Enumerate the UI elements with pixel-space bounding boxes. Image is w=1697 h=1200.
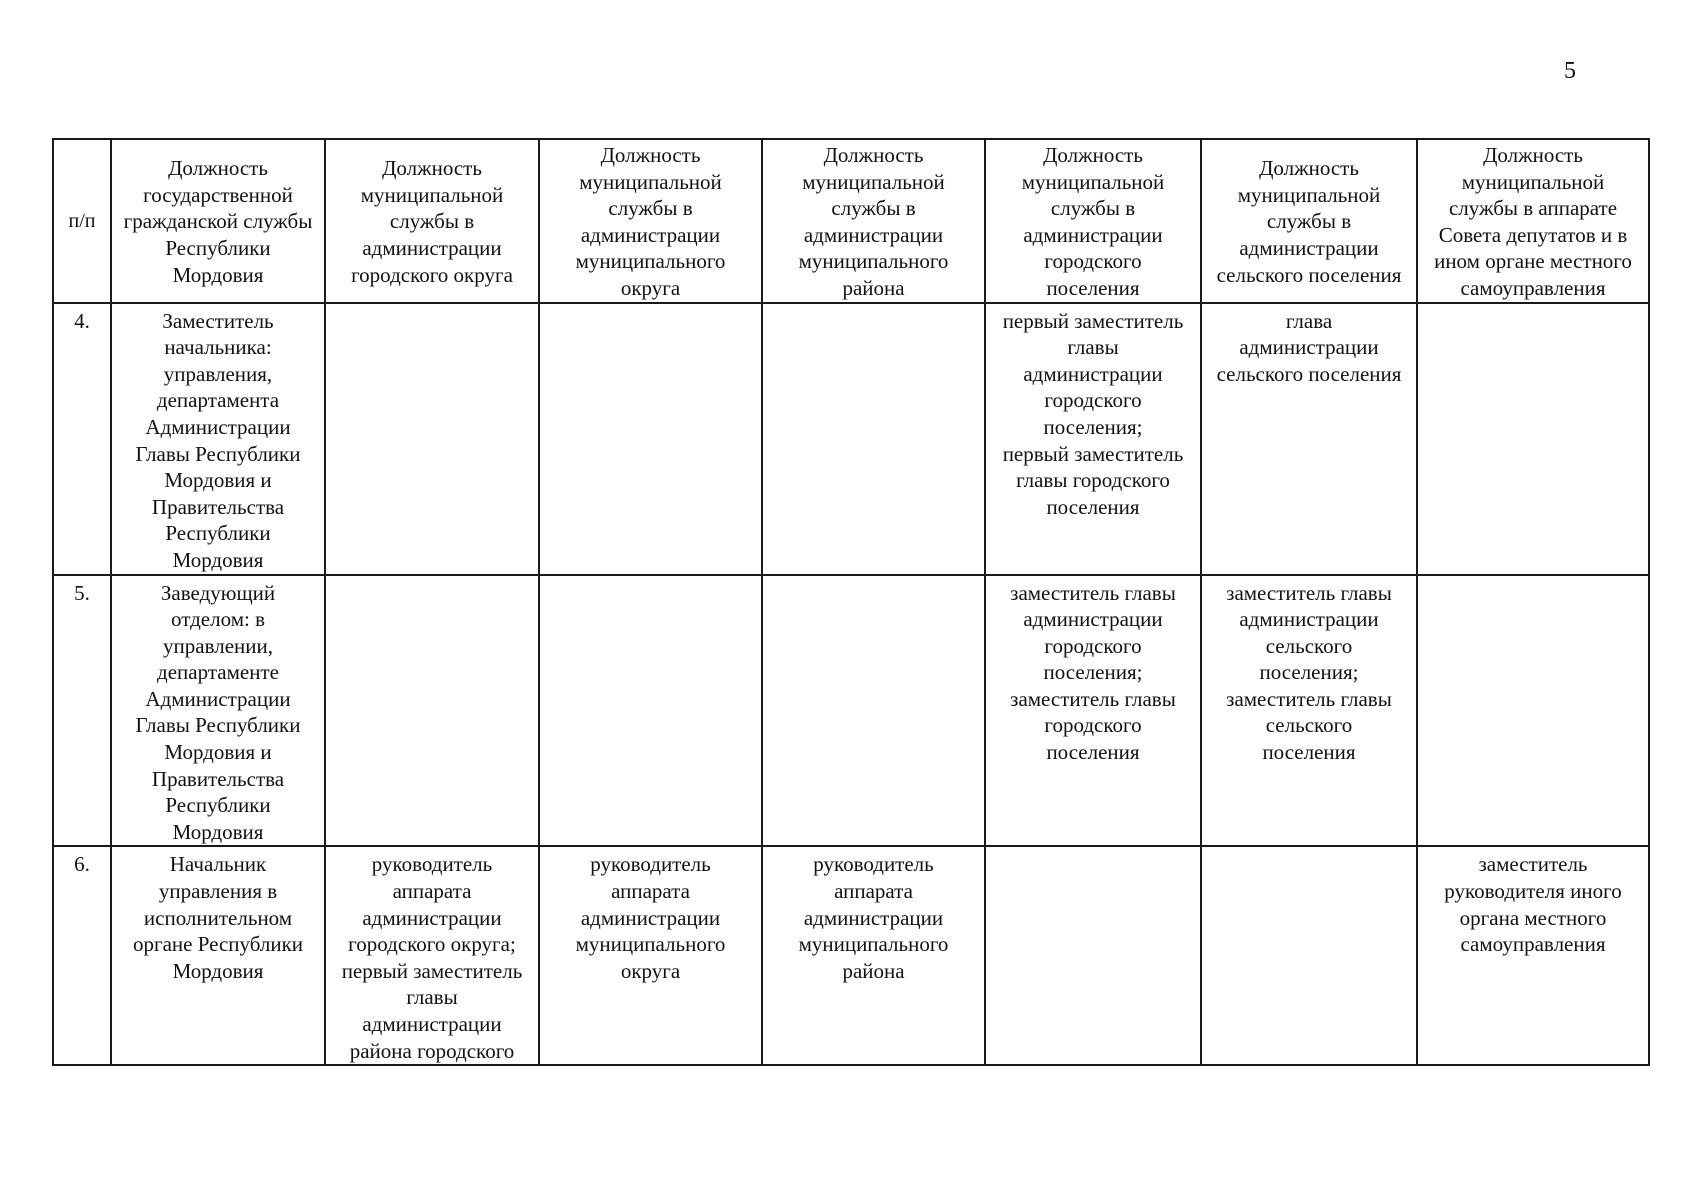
- table-row: [53, 575, 1649, 847]
- table-cell: [762, 575, 985, 847]
- table-cell: первый заместитель главы администрации городского поселения; первый заместитель главы городского поселения: [985, 303, 1201, 575]
- table-cell: руководитель аппарата администрации муниципального округа: [539, 846, 762, 1065]
- table-cell: [1417, 575, 1649, 847]
- table-cell: [1417, 303, 1649, 575]
- positions-table: [52, 138, 1650, 1066]
- header-council-apparatus: Должность муниципальной службы в аппарате Совета депутатов и в ином органе местного самоуправления: [1417, 139, 1649, 303]
- table-cell: [985, 846, 1201, 1065]
- page-number: 5: [1564, 58, 1576, 84]
- header-city-district: Должность муниципальной службы в администрации городского округа: [325, 139, 539, 303]
- table-cell: заместитель руководителя иного органа местного самоуправления: [1417, 846, 1649, 1065]
- table-header-row: [53, 139, 1649, 303]
- table-cell: Начальник управления в исполнительном органе Республики Мордовия: [111, 846, 325, 1065]
- table-cell: Заведующий отделом: в управлении, департаменте Администрации Главы Республики Мордовия и Правительства Республики Мордовия: [111, 575, 325, 847]
- table-cell: руководитель аппарата администрации городского округа; первый заместитель главы администрации района городского: [325, 846, 539, 1065]
- table-cell: [1201, 846, 1417, 1065]
- header-municipal-district: Должность муниципальной службы в администрации муниципального района: [762, 139, 985, 303]
- table-cell: [539, 303, 762, 575]
- row-number: 6.: [53, 846, 111, 1065]
- header-state-civil-service: Должность государственной гражданской службы Республики Мордовия: [111, 139, 325, 303]
- table-cell: глава администрации сельского поселения: [1201, 303, 1417, 575]
- table-cell: [325, 575, 539, 847]
- header-urban-settlement: Должность муниципальной службы в администрации городского поселения: [985, 139, 1201, 303]
- table-cell: Заместитель начальника: управления, департамента Администрации Главы Республики Мордовия и Правительства Республики Мордовия: [111, 303, 325, 575]
- table-cell: руководитель аппарата администрации муниципального района: [762, 846, 985, 1065]
- table-cell: [325, 303, 539, 575]
- table-cell: заместитель главы администрации сельского поселения; заместитель главы сельского поселения: [1201, 575, 1417, 847]
- table-cell: [539, 575, 762, 847]
- table-cell: [762, 303, 985, 575]
- table-row: [53, 846, 1649, 1065]
- table-cell: заместитель главы администрации городского поселения; заместитель главы городского поселения: [985, 575, 1201, 847]
- header-number: п/п: [53, 139, 111, 303]
- header-municipal-okrug: Должность муниципальной службы в администрации муниципального округа: [539, 139, 762, 303]
- header-rural-settlement: Должность муниципальной службы в администрации сельского поселения: [1201, 139, 1417, 303]
- row-number: 4.: [53, 303, 111, 575]
- row-number: 5.: [53, 575, 111, 847]
- table-row: [53, 303, 1649, 575]
